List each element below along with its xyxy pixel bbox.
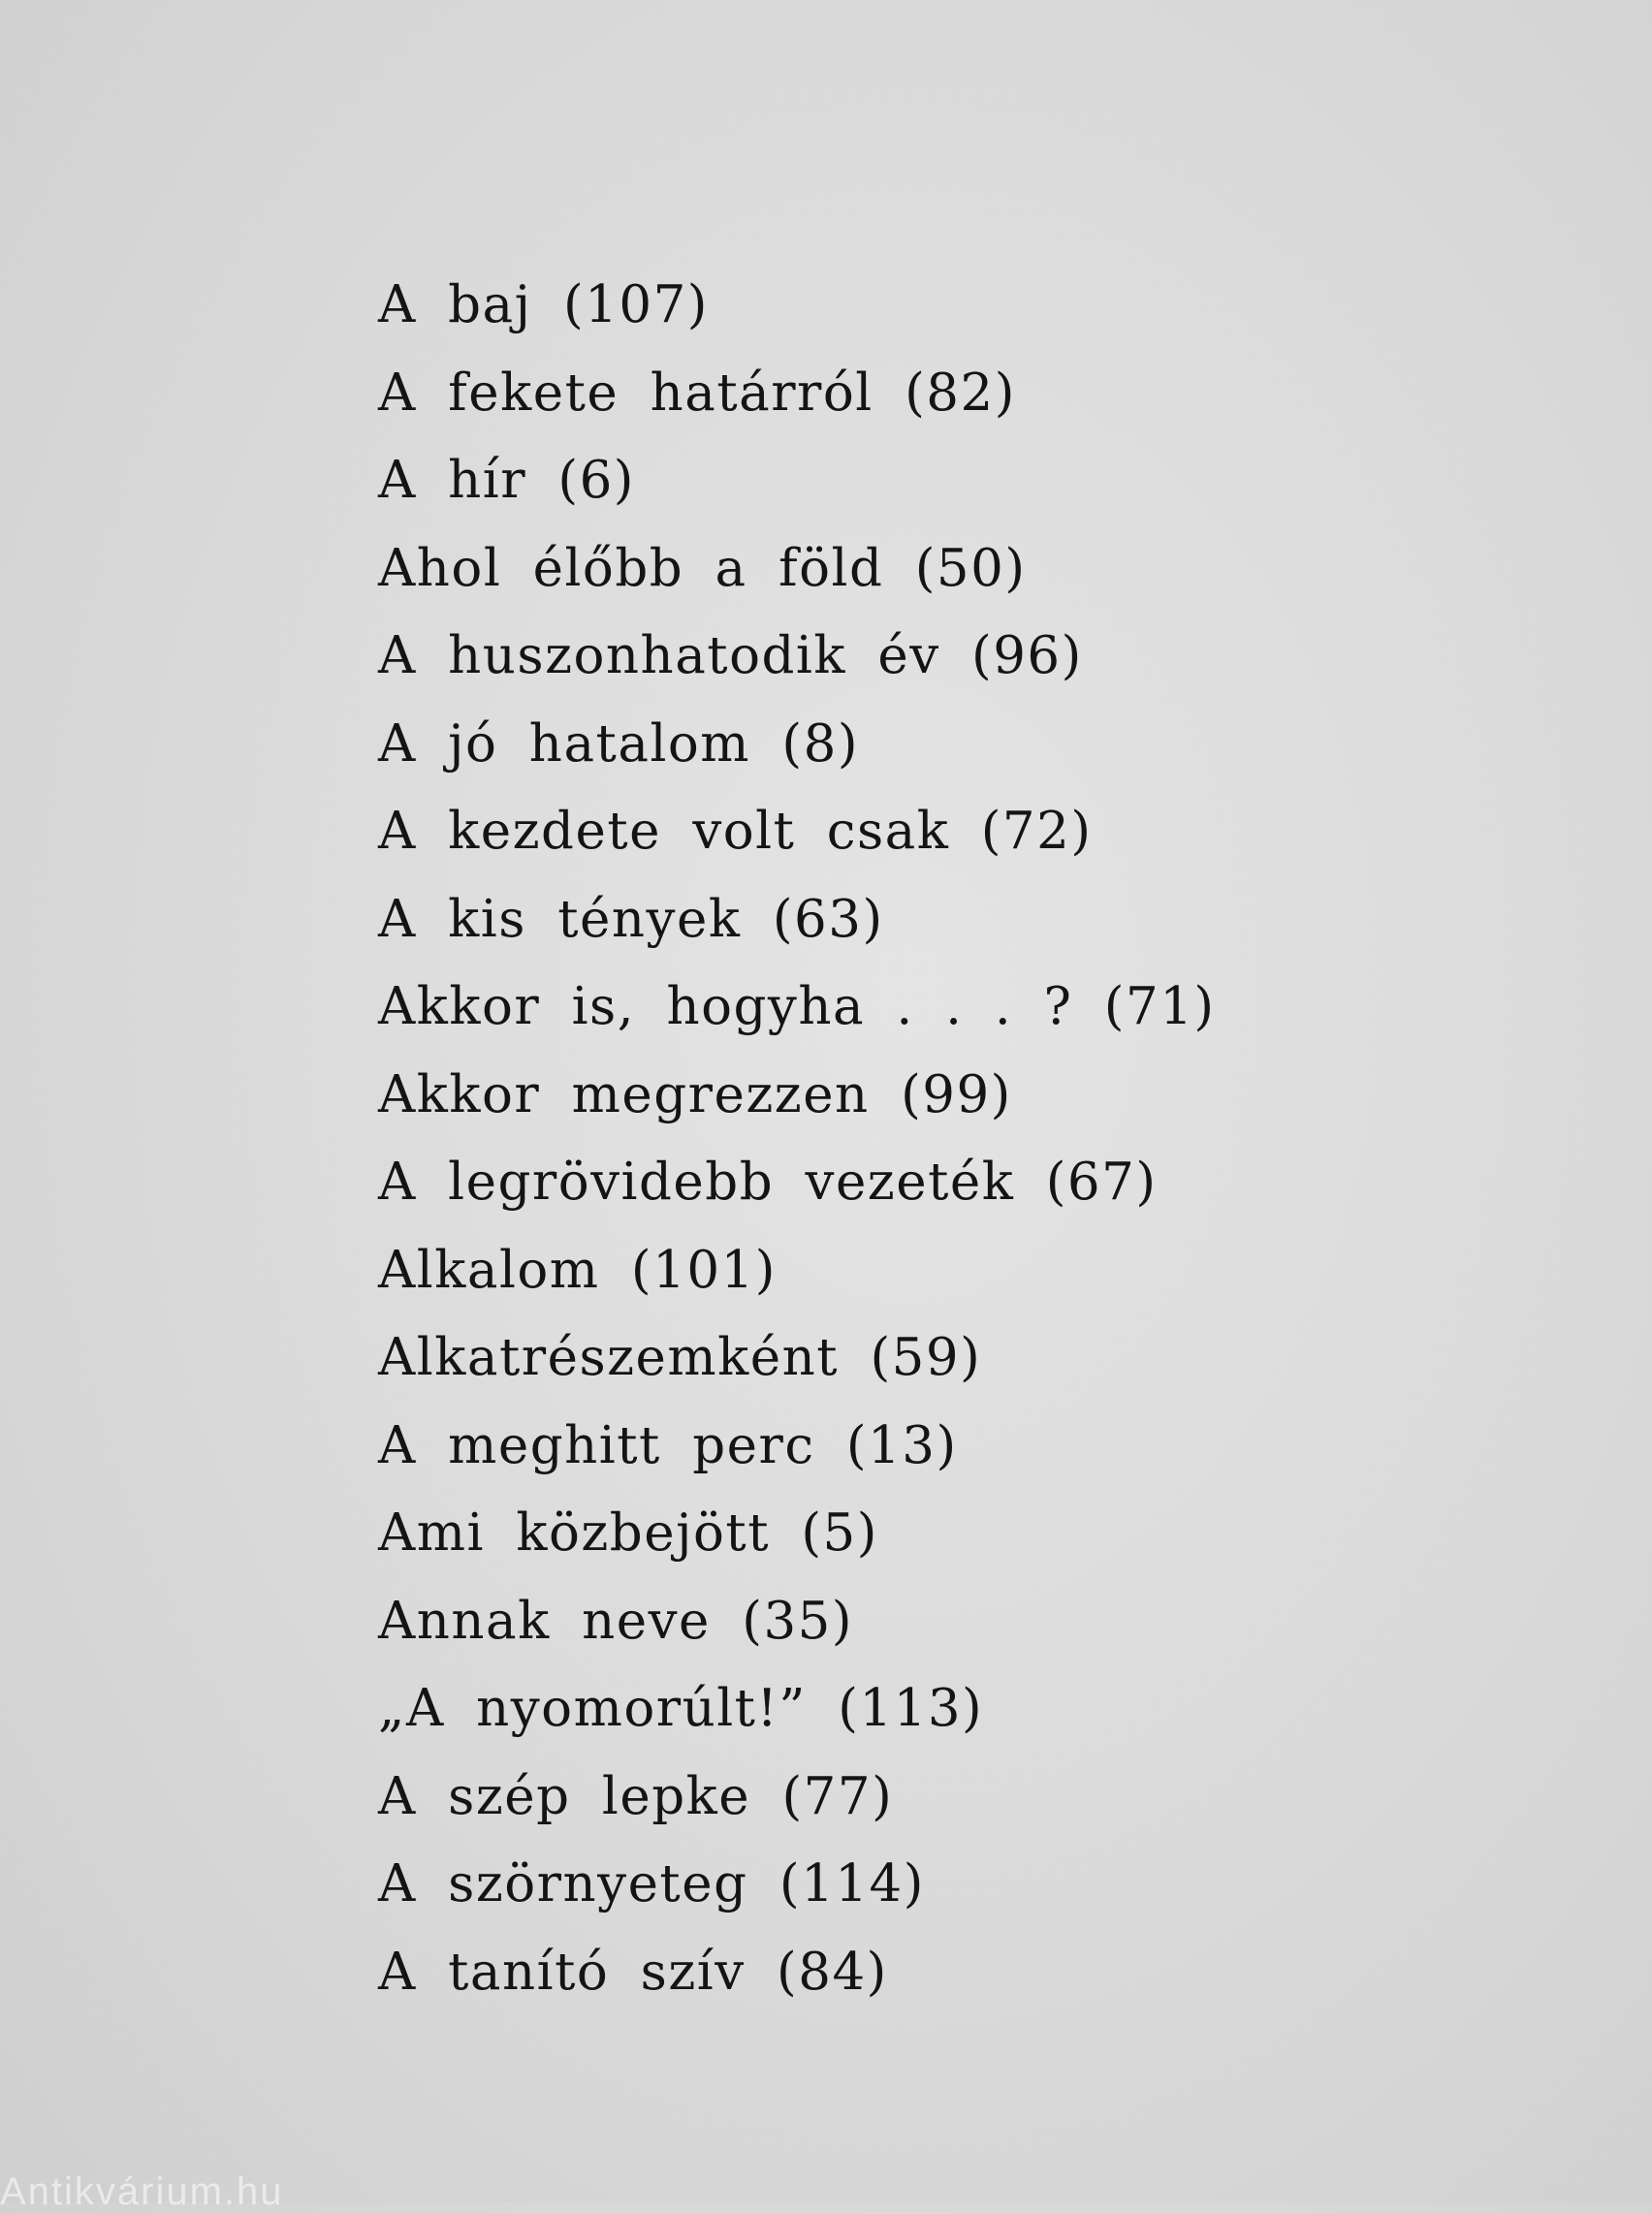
entry-title: Annak neve [378,1591,711,1651]
index-entry [378,964,1216,1052]
entry-page: (82) [905,363,1016,423]
entry-title: A szép lepke [378,1766,751,1826]
entry-title: Akkor megrezzen [378,1064,870,1124]
entry-page: (113) [838,1679,984,1738]
index-entry [378,1929,1216,2017]
entry-title: A kis tények [378,889,742,949]
entry-title: A hír [378,451,527,510]
index-entry [378,788,1216,876]
entry-title: Alkalom [378,1240,600,1300]
entry-page: (71) [1103,977,1216,1036]
entry-page: (107) [562,275,709,334]
entry-title: A kezdete volt csak [378,802,950,861]
entry-title: A baj [378,275,532,334]
entry-page: (99) [901,1064,1012,1124]
entry-page: (13) [845,1415,958,1475]
index-entry [378,350,1216,438]
entry-title: Akkor is, hogyha . . . ? [378,977,1073,1036]
index-entry [378,1841,1216,1929]
entry-title: „A nyomorúlt!” [378,1679,807,1738]
entry-title: A szörnyeteg [378,1854,748,1914]
index-entry [378,1665,1216,1754]
entry-title: Ami közbejött [378,1503,771,1563]
index-entry [378,1490,1216,1578]
entry-page: (50) [914,538,1027,598]
entry-title: Ahol élőbb a föld [378,538,884,598]
index-entry [378,1052,1216,1140]
index-entry [378,262,1216,350]
index-entry [378,876,1216,965]
entry-page: (96) [971,626,1083,685]
entry-title: A fekete határról [378,363,874,423]
index-list [378,262,1216,2016]
entry-page: (84) [777,1942,888,2002]
entry-page: (59) [870,1328,982,1387]
entry-page: (67) [1045,1153,1158,1212]
entry-page: (72) [980,802,1093,861]
index-entry [378,1227,1216,1315]
index-entry [378,1139,1216,1227]
index-entry [378,1314,1216,1403]
entry-title: A meghitt perc [378,1415,815,1475]
entry-page: (114) [778,1854,925,1914]
index-entry [378,1578,1216,1666]
entry-title: A legrövidebb vezeték [378,1153,1015,1212]
index-entry [378,1403,1216,1491]
entry-title: A tanító szív [378,1942,746,2002]
entry-page: (5) [801,1503,878,1563]
entry-page: (101) [630,1240,777,1300]
watermark: Antikvárium.hu [0,2170,284,2213]
entry-page: (6) [557,451,635,510]
index-entry [378,613,1216,701]
index-entry [378,1754,1216,1842]
entry-page: (63) [772,889,884,949]
entry-title: Alkatrészemként [378,1328,840,1387]
entry-page: (77) [781,1766,894,1826]
entry-title: A jó hatalom [378,713,751,774]
index-entry [378,437,1216,525]
entry-page: (35) [742,1591,854,1651]
index-entry [378,701,1216,789]
entry-page: (8) [781,713,859,774]
index-entry [378,525,1216,614]
entry-title: A huszonhatodik év [378,626,940,685]
